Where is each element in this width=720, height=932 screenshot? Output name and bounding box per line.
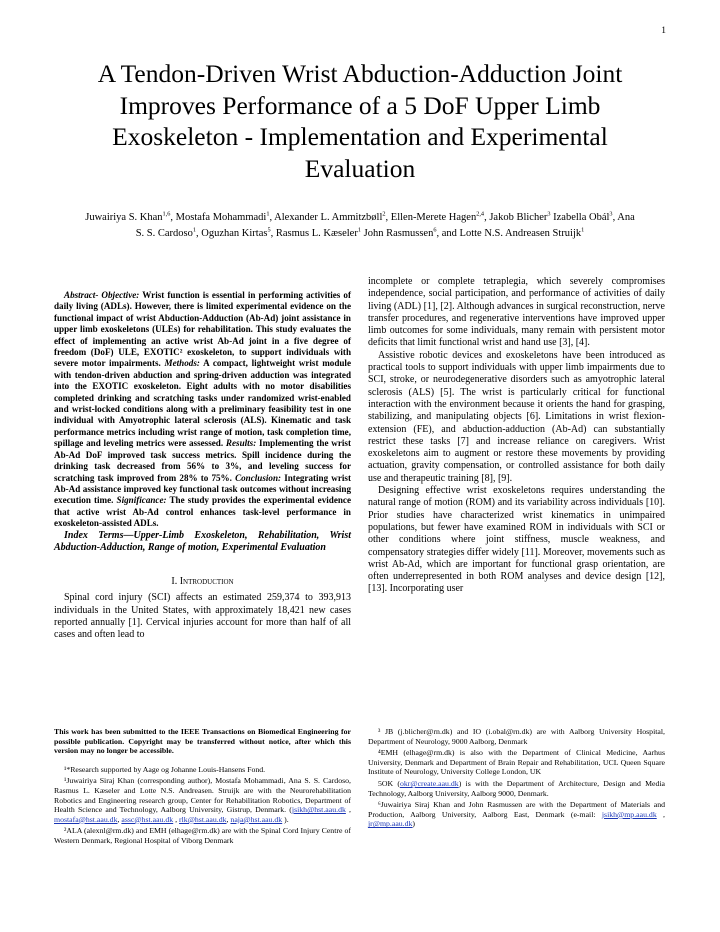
abstract-methods: A compact, lightweight wrist module with tendon-driven abduction and spring-driven adduction was integrated into the EXOTIC exoskeleton. Eight adults with no motor disabilities completed drinking and scratching tasks under randomized wrist-enabled and wrist-locked conditions along with a preliminary feasibility test in one individual with Amyotrophic lateral sclerosis (ALS). Kinematic and task performance metrics including wrist range of motion, task completion time, spillage and leveling metrics were assessed. [54, 358, 351, 449]
footnote-affiliation-2: ²ALA (alexnl@rm.dk) and EMH (elhage@rm.dk) are with the Spinal Cord Injury Centre of Western Denmark, Regional Hospital of Viborg Denmark [54, 826, 351, 845]
abstract-conclusion: Integrating wrist Ab-Ad assistance improved key functional task outcomes without increasing execution time. [54, 472, 351, 506]
page-number: 1 [661, 26, 666, 36]
abstract-significance: The study provides the experimental evidence that active wrist Ab-Ad control enhances task-level performance in exoskeleton-assisted ADLs. [54, 495, 352, 529]
intro-paragraph-continued: incomplete or complete tetraplegia, which severely compromises independence, social participation, and performance of activities of daily living (ADL) [1], [2]. Although advances in surgical reconstruction, nerve transfer procedures, and regenerative interventions have improved upper limb outcomes for some individuals, many remain with persistent motor deficits that limit functional wrist and hand use [3], [4]. [368, 276, 665, 349]
affiliation-marker: 2,4 [476, 210, 485, 218]
intro-paragraph: Spinal cord injury (SCI) affects an estimated 259,374 to 393,913 individuals in the United States, with approximately 18,421 new cases reported annually [1]. Cervical injuries account for more than half of all cases and often lead to [54, 592, 351, 641]
right-column [368, 276, 665, 596]
abstract-objective: Wrist function is essential in performing activities of daily living (ADLs). However, there is limited experimental evidence on the functional impact of wrist Abduction-Adduction (Ab-Ad) joint assistance in upper limb exoskeletons (ULEs) for rehabilitation. This study evaluates the effect of implementing an active wrist Ab-Ad joint in a five degree of freedom (DoF) ULE, EXOTIC² exoskeleton, to support individuals with severe motor impairments. [54, 290, 351, 369]
abstract-methods-label: Methods: [164, 358, 200, 369]
affiliation-marker: 2 [382, 210, 386, 218]
footnote-affiliation-1: ¹Juwairiya Siraj Khan (corresponding author), Mostafa Mohammadi, Ana S. S. Cardoso, Rasmus L. Kæseler and Lotte N.S. Andreasen. Struijk are with the Neurorehabilitation Robotics and Engineering research group, Center for Rehabilitation Robotics, Department of Health Science and Technology, Aalborg University, Gistrup, Denmark. (jsikh@hst.aau.dk , mostafa@hst.aau.dk, assc@hst.aau.dk , rlk@hst.aau.dk, naja@hst.aau.dk ). [54, 776, 351, 824]
footnote-affiliation-4: ⁴EMH (elhage@rm.dk) is also with the Department of Clinical Medicine, Aarhus University, Denmark and Department of Brain Repair and Rehabilitation, UCL Queen Square Institute of Neurology, University College London, UK [368, 748, 665, 777]
footnote-affiliation-6: ⁶Juwairiya Siraj Khan and John Rasmussen are with the Department of Materials and Production, Aalborg University, Aalborg East, Denmark (e-mail: jsikh@mp.aau.dk , jr@mp.aau.dk) [368, 800, 666, 829]
affiliation-marker: 3 [547, 210, 551, 218]
intro-paragraph-2: Assistive robotic devices and exoskeletons have been introduced as practical tools to support individuals with upper limb impairments due to SCI, stroke, or neurodegenerative disorders such as amyotrophic lateral sclerosis (ALS) [5]. The wrist is particularly critical for functional interaction with the environment because it orients the hand for grasping, stabilizing, and manipulating objects [6]. Limitations in wrist flexion-extension (FE), and abduction-adduction (Ab-Ad) can substantially restrict these tasks [7] and increase reliance on caregivers. Wrist exoskeletons aim to augment or restore these movements by providing actuation, gravity compensation, or controlled assistance for both daily use and therapeutic training [8], [9]. [368, 349, 665, 484]
abstract-results: Implementing the wrist Ab-Ad DoF improved task success metrics. Spill incidence during the drinking task decreased from 56% to 3%, and leveling success for scratching task improved from 28% to 75%. [54, 438, 352, 483]
affiliation-marker: 1,6 [162, 210, 171, 218]
section-heading-introduction: I. Introduction [171, 576, 234, 588]
abstract-results-label: Results: [225, 438, 257, 449]
submission-notice: This work has been submitted to the IEEE Transactions on Biomedical Engineering for possible publication. Copyright may be transferred without notice, after which this version may no longer be accessible. [54, 727, 351, 756]
affiliation-marker: 3 [609, 210, 613, 218]
affiliation-marker: 5 [267, 226, 271, 233]
author-list: Juwairiya S. Khan$^{1,6}$, Mostafa Mohammadi$^1$, Alexander L. Ammitzbøll$^2$, Ellen-Merete Hagen$^{2,4}$, Jakob Blicher$^3$ Izabella Obál$^3$, Ana S. S. Cardoso$^1$, Oguzhan Kirtas$^5$, Rasmus L. Kæseler$^1$ John Rasmussen$^6$, and Lotte N.S. Andreasen Struijk$^1$ [85, 210, 635, 239]
abstract-significance-label: Significance: [116, 495, 167, 506]
abstract [54, 290, 351, 530]
intro-paragraph-3: Designing effective wrist exoskeletons requires understanding the natural range of motion (ROM) and its variability across individuals [10]. Prior studies have characterized wrist kinematics in unimpaired populations, but fewer have examined ROM in individuals with SCI or other conditions where joint stiffness, muscle weakness, and compensatory strategies differ widely [11]. Moreover, movements such as wrist Ab-Ad, which are important for functional grasp orientation, are often underrepresented in both ROM analyses and device design [12], [13]. Incorporating user [368, 485, 665, 595]
email-link[interactable]: mostafa@hst.aau.dk [54, 814, 118, 824]
affiliation-marker: 6 [433, 226, 437, 233]
paper-title: A Tendon-Driven Wrist Abduction-Adduction Joint Improves Performance of a 5 DoF Upper Limb Exoskeleton - Implementation and Experimental Evaluation [97, 59, 623, 183]
email-link[interactable]: assc@hst.aau.dk [121, 814, 174, 824]
footnote-affiliation-3: ³ JB (j.blicher@rn.dk) and IO (i.obal@rn.dk) are with Aalborg University Hospital, Department of Neurology, 9000 Aalborg, Denmark [368, 727, 665, 746]
affiliation-marker: 1 [192, 226, 197, 233]
footnote-funding: ¹*Research supported by Aage og Johanne Louis-Hansens Fond. [64, 764, 266, 774]
abstract-conclusion-label: Conclusion: [235, 472, 282, 483]
affiliation-marker: 1 [357, 226, 361, 233]
footnotes-left [54, 727, 351, 848]
left-column [54, 276, 351, 642]
abstract-objective-label: Abstract- Objective: [64, 290, 140, 300]
email-link[interactable]: rlk@hst.aau.dk [179, 814, 227, 824]
email-link[interactable]: naja@hst.aau.dk [230, 814, 283, 824]
email-link[interactable]: jsikh@hst.aau.dk [291, 805, 346, 815]
affiliation-marker: 1 [581, 226, 585, 233]
email-link[interactable]: jr@mp.aau.dk [368, 819, 413, 829]
footnote-affiliation-5: 5OK (okr@create.aau.dk) is with the Department of Architecture, Design and Media Technology, Aalborg University, Aalborg 9000, Denmark. [368, 778, 665, 798]
affiliation-marker: 1 [266, 210, 270, 218]
email-link[interactable]: okr@create.aau.dk [400, 778, 459, 788]
index-terms: Index Terms—Upper-Limb Exoskeleton, Rehabilitation, Wrist Abduction-Adduction, Range of motion, Experimental Evaluation [54, 529, 351, 553]
footnotes-right [368, 727, 665, 831]
email-link[interactable]: jsikh@mp.aau.dk [601, 809, 657, 819]
